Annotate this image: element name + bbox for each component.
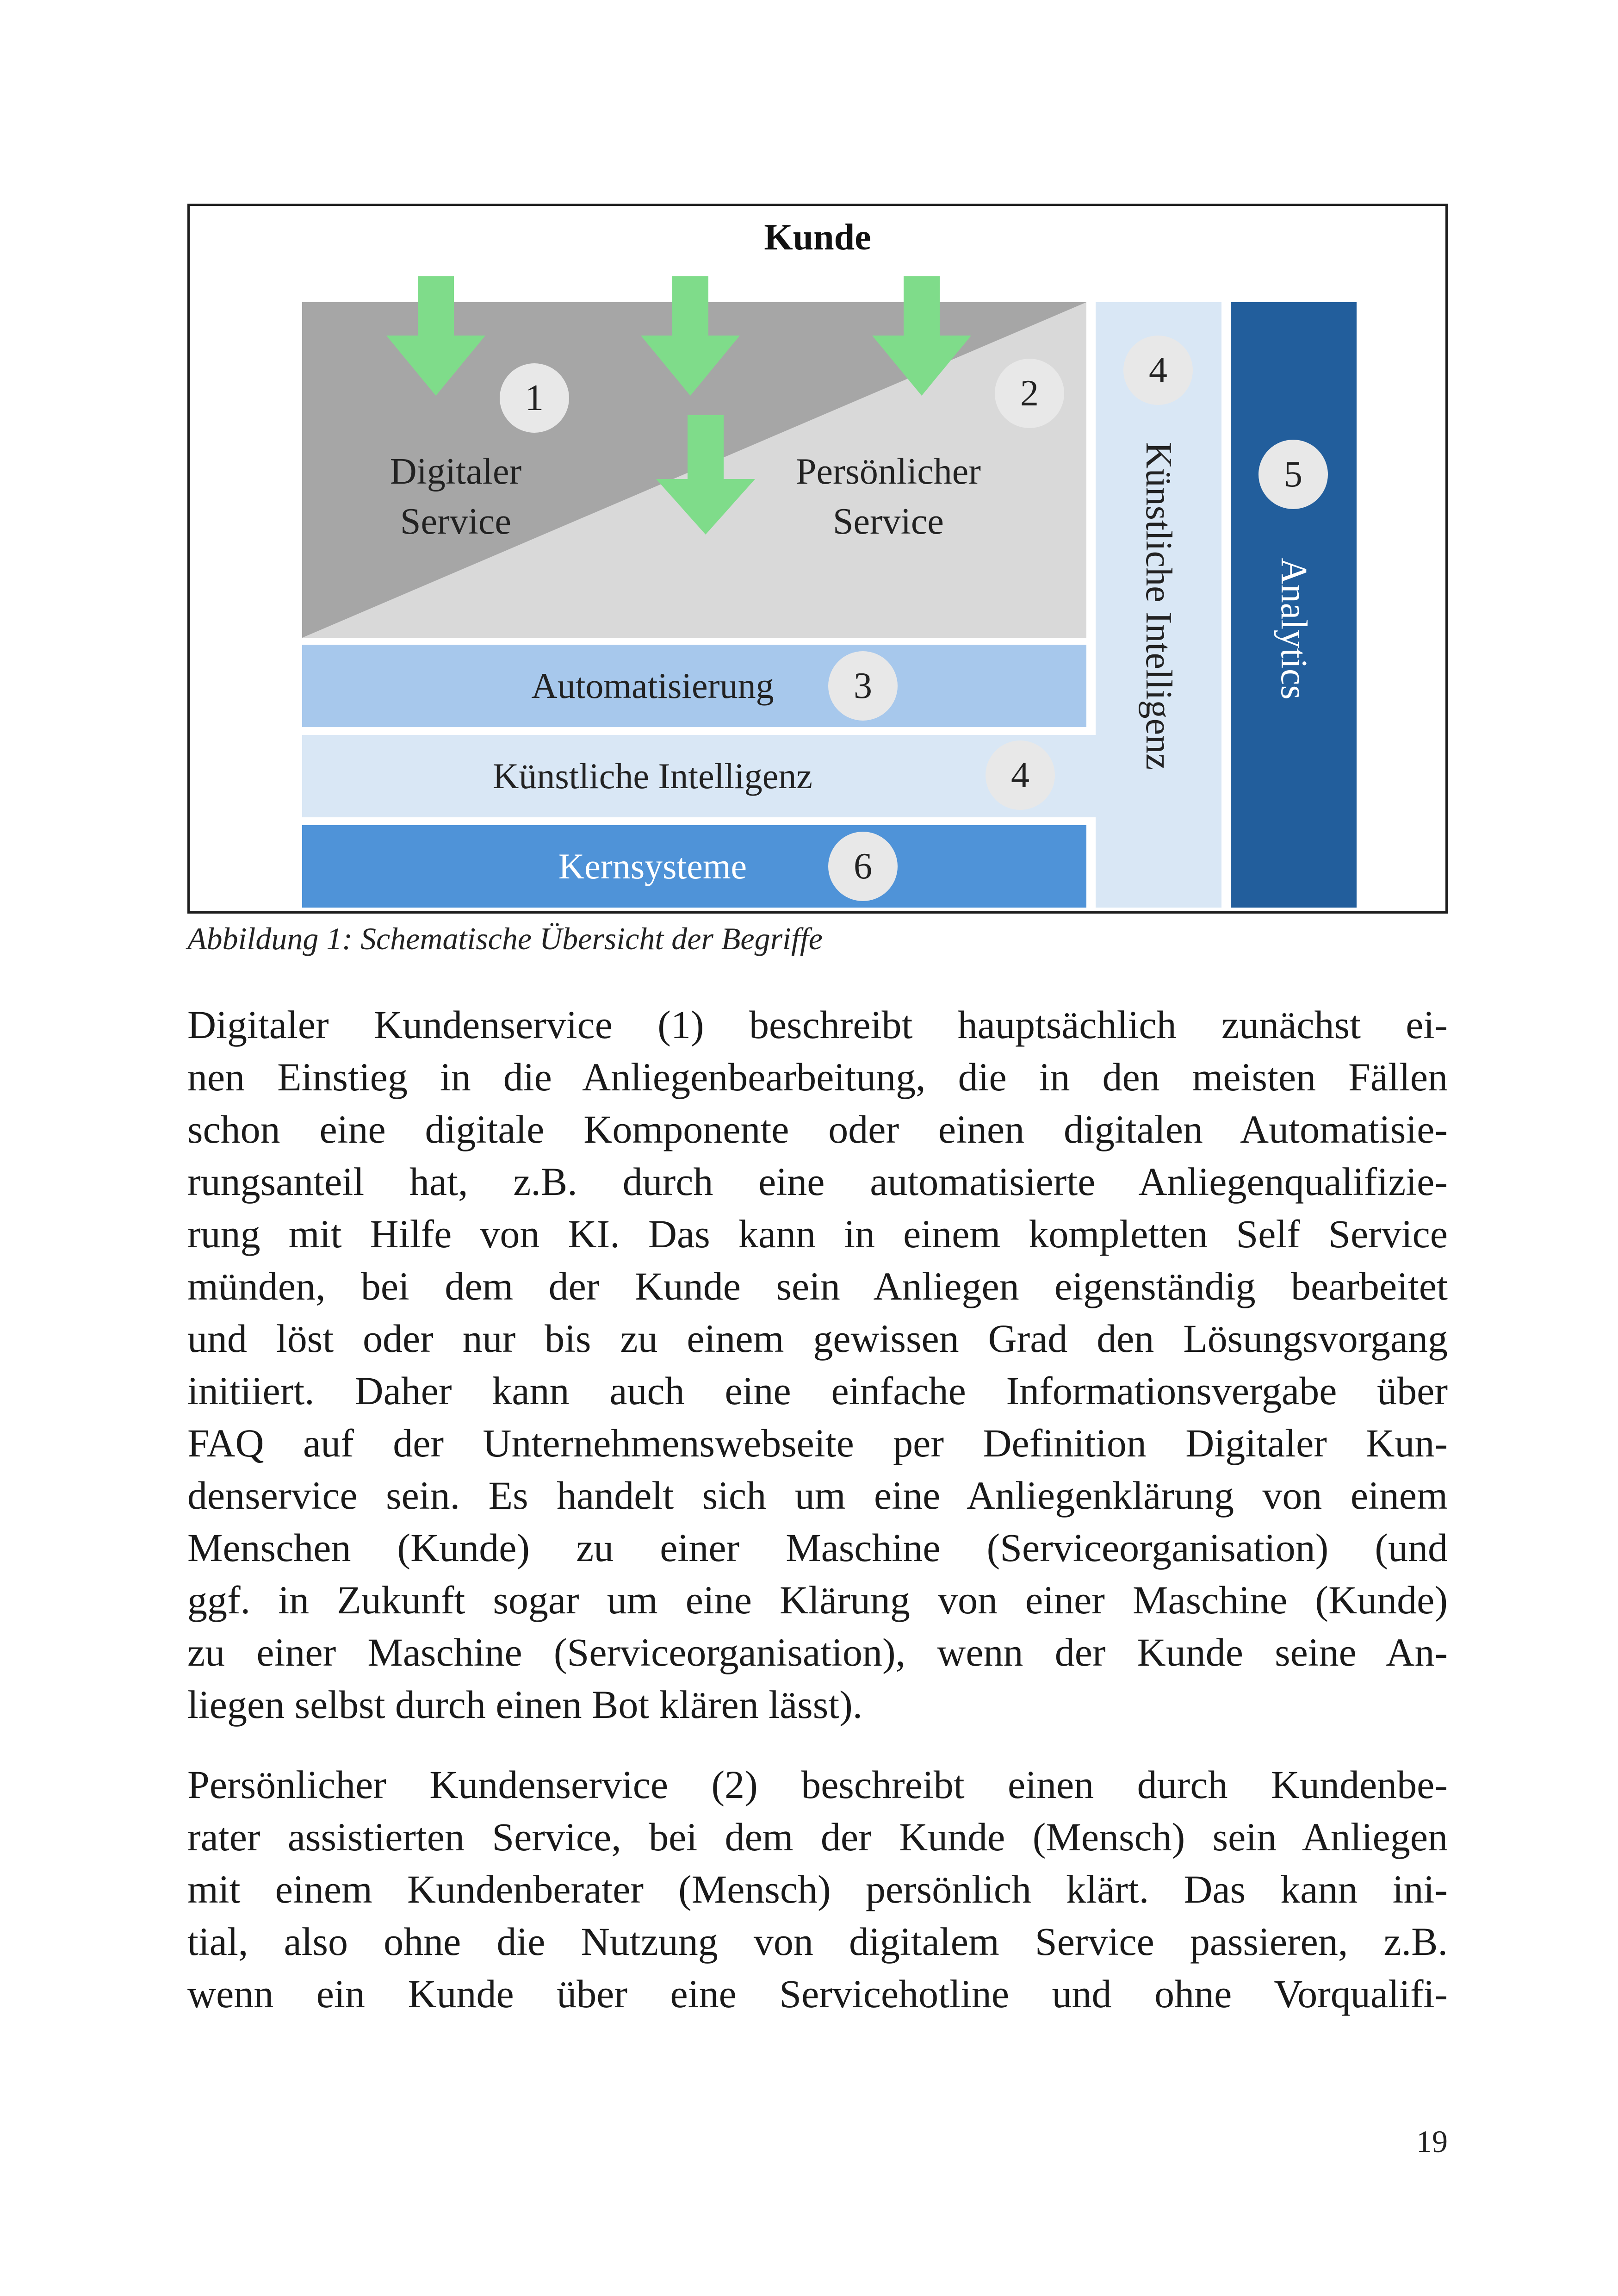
badge-digital-service: 1 bbox=[500, 363, 569, 433]
text-line: rung mit Hilfe von KI. Das kann in einem kompletten Self Service bbox=[187, 1212, 1448, 1256]
figure-frame bbox=[187, 204, 1448, 914]
badge-ki-horizontal: 4 bbox=[986, 740, 1055, 810]
automation-bar bbox=[302, 645, 1086, 727]
automation-label: Automatisierung bbox=[531, 666, 774, 706]
kern-label: Kernsysteme bbox=[558, 846, 747, 886]
digital-service-label: Digitaler Service bbox=[390, 451, 522, 542]
text-line: Menschen (Kunde) zu einer Maschine (Serviceorganisation) (und bbox=[187, 1525, 1448, 1570]
text-line: mit einem Kundenberater (Mensch) persönlich klärt. Das kann ini- bbox=[187, 1867, 1448, 1911]
badge-ki-vertical: 4 bbox=[1123, 336, 1193, 405]
figure-caption: Abbildung 1: Schematische Übersicht der Begriffe bbox=[187, 921, 823, 956]
text-line: initiiert. Daher kann auch eine einfache Informationsvergabe über bbox=[187, 1369, 1448, 1413]
text-line: schon eine digitale Komponente oder einen digitalen Automatisie- bbox=[187, 1107, 1448, 1151]
badge-personal-service: 2 bbox=[995, 359, 1064, 428]
ki-vertical-column bbox=[1086, 735, 1096, 817]
text-line: denservice sein. Es handelt sich um eine Anliegenklärung von einem bbox=[187, 1473, 1448, 1518]
ki-vertical-label: Künstliche Intelligenz bbox=[1138, 442, 1179, 770]
badge-analytics: 5 bbox=[1258, 440, 1328, 509]
text-line: und löst oder nur bis zu einem gewissen Grad den Lösungsvorgang bbox=[187, 1316, 1448, 1361]
figure-title: Kunde bbox=[764, 217, 871, 258]
text-line: tial, also ohne die Nutzung von digitalem Service passieren, z.B. bbox=[187, 1919, 1448, 1964]
ki-horizontal-label: Künstliche Intelligenz bbox=[493, 756, 812, 796]
personal-service-label: Persönlicher Service bbox=[796, 451, 981, 542]
text-line: wenn ein Kunde über eine Servicehotline und ohne Vorqualifi- bbox=[187, 1972, 1448, 2016]
text-line: nen Einstieg in die Anliegenbearbeitung, die in den meisten Fällen bbox=[187, 1055, 1448, 1099]
badge-automation: 3 bbox=[828, 651, 898, 721]
text-line: zu einer Maschine (Serviceorganisation), wenn der Kunde seine An- bbox=[187, 1630, 1448, 1674]
text-line: FAQ auf der Unternehmenswebseite per Definition Digitaler Kun- bbox=[187, 1421, 1448, 1465]
text-line: liegen selbst durch einen Bot klären lässt). bbox=[187, 1682, 863, 1727]
text-line: Digitaler Kundenservice (1) beschreibt hauptsächlich zunächst ei- bbox=[187, 1002, 1448, 1047]
paragraph-2 bbox=[187, 1759, 1448, 2020]
text-line: Persönlicher Kundenservice (2) beschreibt einen durch Kundenbe- bbox=[187, 1762, 1448, 1807]
kern-bar bbox=[302, 825, 1086, 908]
analytics-label: Analytics bbox=[1273, 558, 1314, 700]
text-line: rungsanteil hat, z.B. durch eine automatisierte Anliegenqualifizie- bbox=[187, 1159, 1448, 1204]
ki-horizontal-bar bbox=[302, 735, 1086, 817]
paragraph-1 bbox=[187, 999, 1448, 1731]
page-number: 19 bbox=[1416, 2124, 1448, 2159]
badge-kern: 6 bbox=[828, 832, 898, 901]
text-line: ggf. in Zukunft sogar um eine Klärung von einer Maschine (Kunde) bbox=[187, 1578, 1448, 1622]
text-line: rater assistierten Service, bei dem der Kunde (Mensch) sein Anliegen bbox=[187, 1815, 1448, 1859]
text-line: münden, bei dem der Kunde sein Anliegen eigenständig bearbeitet bbox=[187, 1264, 1448, 1308]
